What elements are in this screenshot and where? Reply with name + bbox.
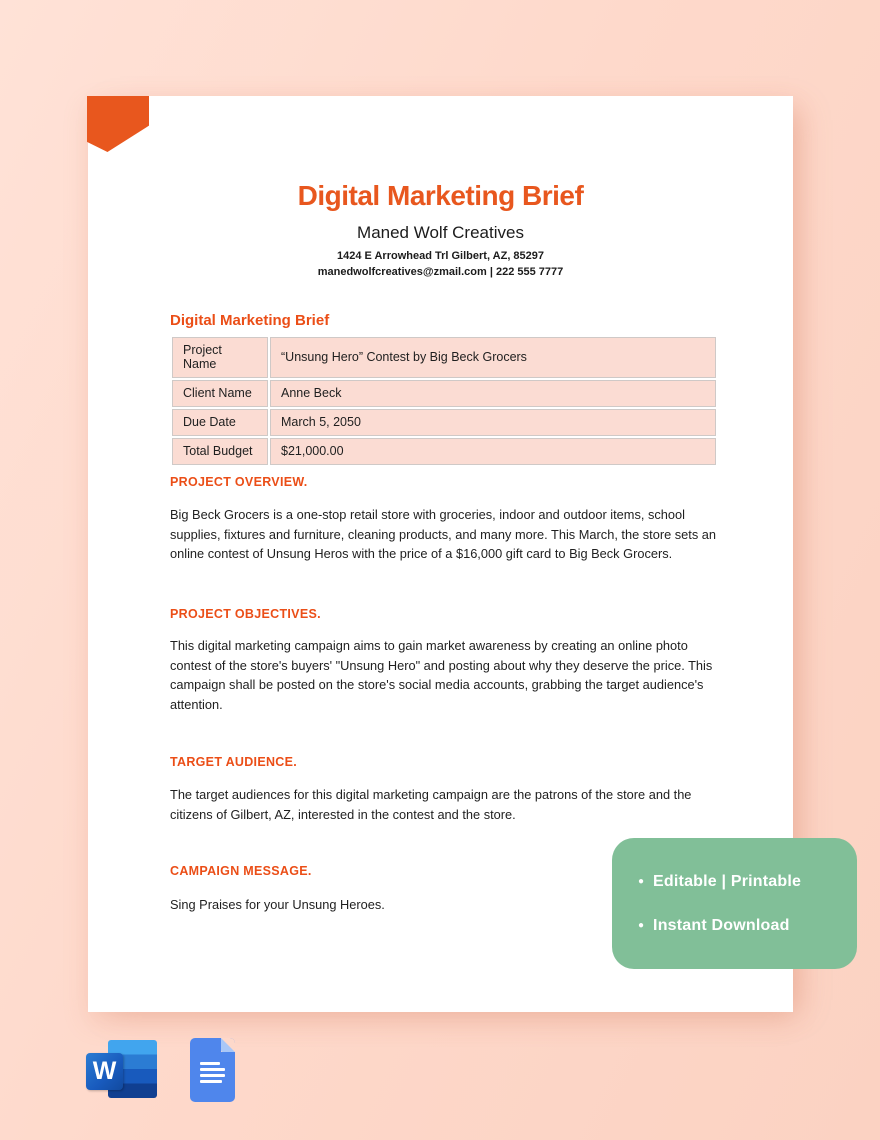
section-body-campaign-message: Sing Praises for your Unsung Heroes. [170,897,385,912]
section-heading-target-audience: TARGET AUDIENCE. [170,755,298,769]
promo-item-instant-download [638,917,857,935]
bullet-icon: ● [638,919,645,931]
section-body-project-objectives: This digital marketing campaign aims to gain market awareness by creating an online photo contest of the store's buyers' "Unsung Hero" and posting about why they deserve the price. This campaign shall be posted on the store's social media accounts, grabbing the target audience's attention. [170,638,713,712]
bullet-icon: ● [638,875,645,887]
row-label: Total Budget [172,438,268,465]
table-row [172,409,716,436]
row-label: Project Name [172,337,268,378]
table-row [172,380,716,407]
table-row [172,337,716,378]
promo-badge [612,838,857,969]
brief-details-table [170,335,718,467]
promo-label: Editable | Printable [653,872,802,890]
row-value: $21,000.00 [270,438,716,465]
word-letter-badge: W [86,1053,123,1090]
row-value: March 5, 2050 [270,409,716,436]
promo-item-editable-printable [638,873,857,891]
document-header [88,182,793,278]
bookmark-ribbon-icon [87,96,149,152]
gdocs-text-lines [200,1062,225,1086]
section-heading-project-overview: PROJECT OVERVIEW. [170,475,308,489]
section-body-target-audience: The target audiences for this digital marketing campaign are the patrons of the store and the citizens of Gilbert, AZ, interested in the contest and the store. [170,787,692,822]
company-address: 1424 E Arrowhead Trl Gilbert, AZ, 85297 [336,250,545,262]
page-title: Digital Marketing Brief [297,180,584,211]
microsoft-word-icon[interactable] [86,1038,158,1100]
row-label: Client Name [172,380,268,407]
row-label: Due Date [172,409,268,436]
section-body-project-overview: Big Beck Grocers is a one-stop retail store with groceries, indoor and outdoor items, school supplies, fixtures and furniture, cleaning products, and many more. This March, the store sets an online contest of Unsung Heros with the price of a $16,000 gift card to Big Beck Grocers. [170,507,717,562]
company-contact: manedwolfcreatives@zmail.com | 222 555 7777 [317,266,564,278]
row-value: Anne Beck [270,380,716,407]
row-value: “Unsung Hero” Contest by Big Beck Grocers [270,337,716,378]
google-docs-icon[interactable] [190,1038,235,1102]
section-heading-project-objectives: PROJECT OBJECTIVES. [170,607,321,621]
brief-section-heading: Digital Marketing Brief [170,312,330,329]
section-heading-campaign-message: CAMPAIGN MESSAGE. [170,864,312,878]
company-name: Maned Wolf Creatives [357,223,524,242]
table-row [172,438,716,465]
promo-label: Instant Download [653,916,790,934]
